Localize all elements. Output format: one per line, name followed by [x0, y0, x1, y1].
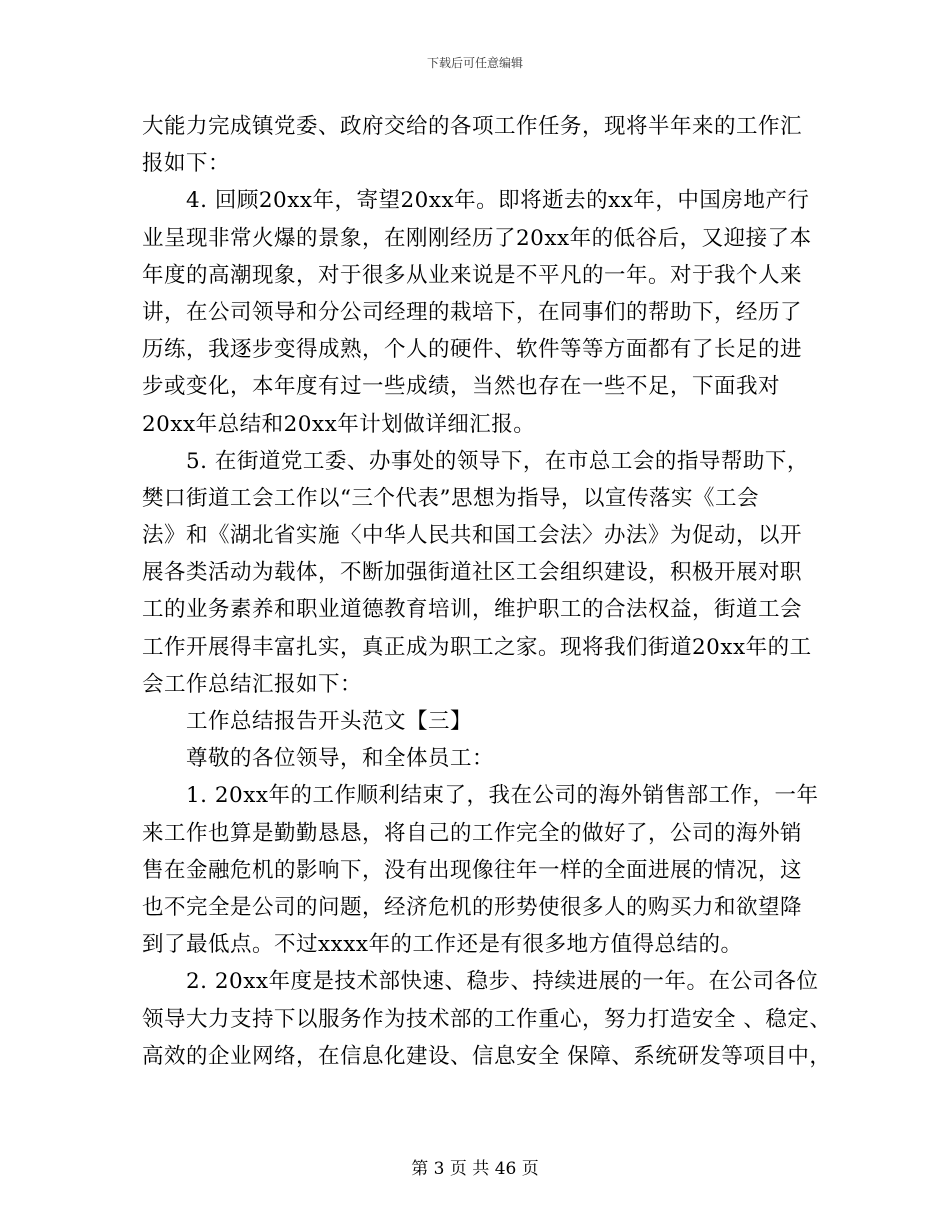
text-line: 大能力完成镇党委、政府交给的各项工作任务，现将半年来的工作汇 [142, 114, 803, 139]
text-line: 法》和《湖北省实施〈中华人民共和国工会法〉办法》为促动，以开 [142, 523, 803, 549]
text-line: 讲，在公司领导和分公司经理的栽培下，在同事们的帮助下，经历了 [142, 299, 803, 325]
text-line: 到了最低点。不过xxxx年的工作还是有很多地方值得总结的。 [142, 932, 743, 958]
text-line: 历练，我逐步变得成熟，个人的硬件、软件等等方面都有了长足的进 [142, 337, 803, 363]
page-number-footer: 第 3 页 共 46 页 [411, 1159, 539, 1179]
text-line: 报如下： [142, 151, 231, 177]
text-line: 2. 20xx年度是技术部快速、稳步、持续进展的一年。在公司各位 [186, 969, 819, 995]
text-line: 年度的高潮现象，对于很多从业来说是不平凡的一年。对于我个人来 [142, 262, 803, 288]
page-header: 下载后可任意编辑 [426, 56, 523, 70]
text-line: 5. 在街道党工委、办事处的领导下，在市总工会的指导帮助下， [186, 448, 809, 474]
text-line: 工作开展得丰富扎实，真正成为职工之家。现将我们街道20xx年的工 [142, 634, 812, 660]
text-line: 来工作也算是勤勤恳恳，将自己的工作完全的做好了，公司的海外销 [142, 820, 803, 846]
text-line: 业呈现非常火爆的景象，在刚刚经历了20xx年的低谷后，又迎接了本 [142, 225, 812, 251]
text-line: 展各类活动为载体，不断加强街道社区工会组织建设，积极开展对职 [142, 560, 803, 586]
text-line: 4. 回顾20xx年，寄望20xx年。即将逝去的xx年，中国房地产行 [186, 188, 810, 214]
text-line: 樊口街道工会工作以“三个代表”思想为指导，以宣传落实《工会 [142, 485, 759, 511]
text-line: 1. 20xx年的工作顺利结束了，我在公司的海外销售部工作，一年 [186, 783, 819, 809]
text-line: 20xx年总结和20xx年计划做详细汇报。 [142, 411, 536, 437]
text-line: 高效的企业网络，在信息化建设、信息安全 保障、系统研发等项目中， [142, 1043, 832, 1069]
document-body [142, 108, 842, 1075]
text-line: 工作总结报告开头范文【三】 [186, 709, 473, 734]
text-line: 尊敬的各位领导，和全体员工： [186, 746, 495, 772]
text-line: 售在金融危机的影响下，没有出现像往年一样的全面进展的情况，这 [142, 857, 803, 883]
text-line: 领导大力支持下以服务作为技术部的工作重心，努力打造安全 、稳定、 [142, 1006, 832, 1032]
text-line: 也不完全是公司的问题，经济危机的形势使很多人的购买力和欲望降 [142, 894, 803, 920]
text-line: 会工作总结汇报如下： [142, 671, 363, 697]
text-line: 工的业务素养和职业道德教育培训，维护职工的合法权益，街道工会 [142, 597, 803, 623]
text-line: 步或变化，本年度有过一些成绩，当然也存在一些不足，下面我对 [142, 374, 781, 400]
